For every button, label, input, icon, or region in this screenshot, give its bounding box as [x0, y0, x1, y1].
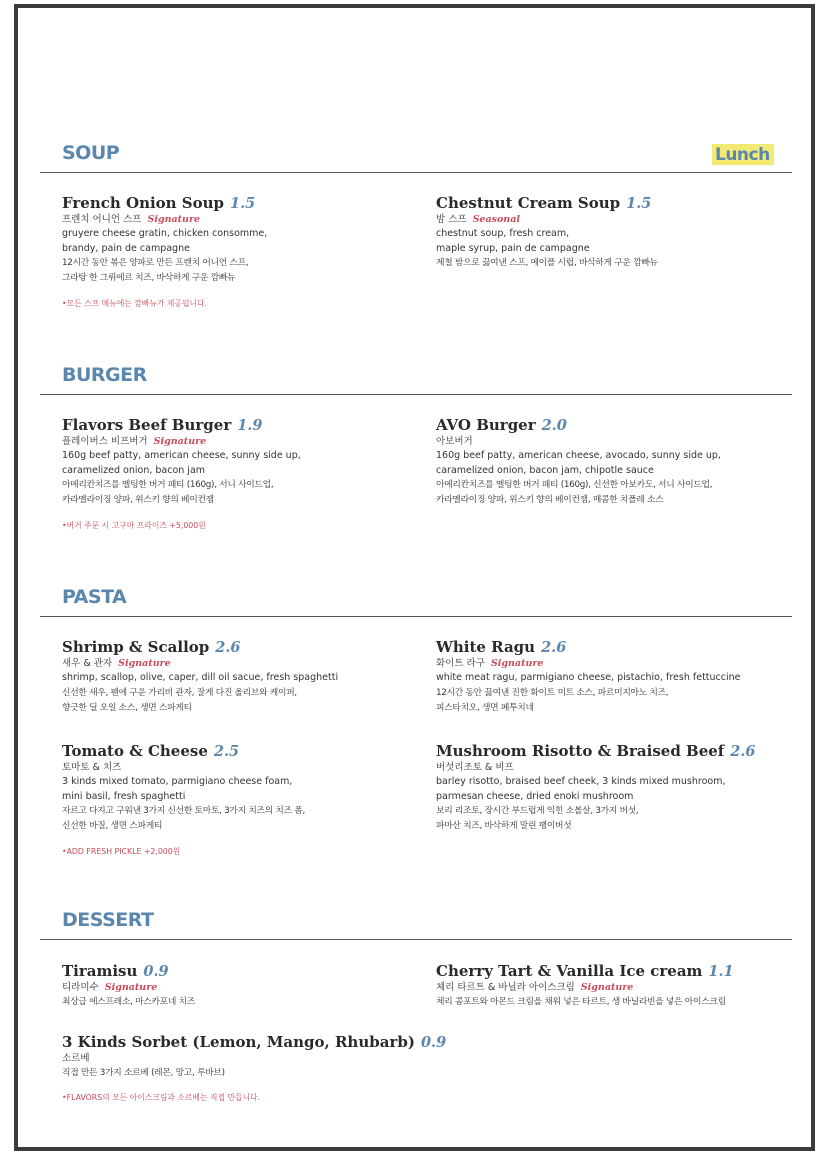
- menu-item-sorbet: [62, 1033, 562, 1081]
- item-korean-name: 새우 & 관자 Signature: [62, 658, 171, 669]
- section-note: •ADD FRESH PICKLE +2,000원: [62, 847, 181, 856]
- item-price: 2.5: [213, 743, 240, 760]
- item-description: mini basil, fresh spaghetti: [62, 790, 186, 802]
- item-name: Flavors Beef Burger 1.9: [62, 416, 263, 434]
- section-title: PASTA: [62, 586, 127, 608]
- item-price: 2.6: [541, 639, 567, 656]
- item-price: 0.9: [420, 1034, 447, 1051]
- item-description-korean: 아메리칸치즈를 멜팅한 버거 패티 (160g), 신선한 아보카도, 서니 사이드업,: [436, 480, 713, 490]
- item-name: Tomato & Cheese 2.5: [62, 742, 240, 760]
- item-description-korean: 향긋한 딜 오일 소스, 생면 스파게티: [62, 702, 192, 713]
- item-description-korean: 카라멜라이징 양파, 위스키 향의 베이컨잼, 매콤한 치폴레 소스: [436, 495, 664, 505]
- item-price: 2.6: [215, 639, 241, 656]
- item-korean-name: 밤 스프 Seasonal: [436, 214, 520, 225]
- item-description: maple syrup, pain de campagne: [436, 242, 590, 254]
- item-korean-name: 플레이버스 비프버거 Signature: [62, 436, 207, 447]
- menu-page: [14, 4, 815, 1151]
- section-divider: [40, 616, 792, 617]
- item-price: 1.1: [708, 963, 734, 980]
- item-description-korean: 피스타치오, 생면 페투치네: [436, 702, 534, 713]
- section-title: BURGER: [62, 364, 147, 386]
- item-description: 3 kinds mixed tomato, parmigiano cheese foam,: [62, 776, 293, 787]
- menu-item-shrimp-scallop: [62, 638, 432, 716]
- item-korean-name: 아보버거: [436, 436, 473, 447]
- item-description-korean: 신선한 바질, 생면 스파게티: [62, 821, 163, 831]
- item-description-korean: 파마산 치즈, 바삭하게 말린 팽이버섯: [436, 821, 572, 831]
- signature-badge: Signature: [153, 436, 207, 447]
- item-description: chestnut soup, fresh cream,: [436, 228, 570, 239]
- item-name: French Onion Soup 1.5: [62, 194, 256, 212]
- item-name: White Ragu 2.6: [436, 638, 567, 656]
- menu-item-white-ragu: [436, 638, 806, 716]
- section-note: •버거 주문 시 고구마 프라이즈 +5,000원: [62, 521, 206, 530]
- item-name: AVO Burger 2.0: [436, 416, 567, 434]
- item-description: 160g beef patty, american cheese, sunny side up,: [62, 450, 301, 461]
- item-description: caramelized onion, bacon jam: [62, 464, 206, 476]
- item-korean-name: 버섯리조토 & 비프: [436, 762, 514, 773]
- item-description-korean: 자르고 다지고 구워낸 3가지 신선한 토마토, 3가지 치즈의 치즈 폼,: [62, 806, 305, 816]
- item-description: caramelized onion, bacon jam, chipotle sauce: [436, 464, 654, 476]
- item-name: 3 Kinds Sorbet (Lemon, Mango, Rhubarb) 0.9: [62, 1033, 447, 1051]
- item-korean-name: 소르베: [62, 1053, 90, 1064]
- item-name: Cherry Tart & Vanilla Ice cream 1.1: [436, 962, 734, 980]
- item-price: 2.6: [730, 743, 756, 760]
- item-price: 1.5: [626, 195, 652, 212]
- item-description-korean: 직접 만든 3가지 소르베 (레몬, 망고, 루바브): [62, 1068, 225, 1078]
- item-description: brandy, pain de campagne: [62, 242, 190, 254]
- item-description-korean: 제철 밤으로 끓여낸 스프, 메이플 시럽, 바삭하게 구운 깜빠뉴: [436, 258, 658, 268]
- item-korean-name: 체리 타르트 & 바닐라 아이스크림 Signature: [436, 982, 634, 993]
- section-note: •FLAVORS의 모든 아이스크림과 소르베는 직접 만듭니다.: [62, 1093, 261, 1102]
- menu-item-cherry-tart: [436, 962, 806, 1010]
- item-description: white meat ragu, parmigiano cheese, pistachio, fresh fettuccine: [436, 672, 741, 683]
- menu-item-flavors-beef-burger: [62, 416, 432, 508]
- item-name: Chestnut Cream Soup 1.5: [436, 194, 652, 212]
- signature-badge: Signature: [147, 214, 200, 225]
- section-note: •모든 스프 메뉴에는 깜빠뉴가 제공됩니다.: [62, 299, 208, 308]
- item-price: 0.9: [143, 963, 169, 980]
- item-description-korean: 카라멜라이징 양파, 위스키 향의 베이컨잼: [62, 495, 214, 505]
- section-divider: [40, 172, 792, 173]
- item-description-korean: 체리 콤포트와 아몬드 크림을 채워 넣은 타르트, 생 바닐라빈을 넣은 아이스크림: [436, 997, 726, 1007]
- item-description: parmesan cheese, dried enoki mushroom: [436, 790, 634, 802]
- lunch-badge: Lunch: [712, 144, 774, 165]
- item-description-korean: 12시간 동안 끓여낸 진한 화이트 미트 소스, 파르미지아노 치즈,: [436, 687, 669, 698]
- signature-badge: Signature: [580, 982, 634, 993]
- section-divider: [40, 394, 792, 395]
- menu-item-tomato-cheese: [62, 742, 432, 834]
- signature-badge: Signature: [118, 658, 171, 669]
- menu-item-tiramisu: [62, 962, 432, 1010]
- item-description: shrimp, scallop, olive, caper, dill oil sacue, fresh spaghetti: [62, 672, 339, 683]
- item-price: 1.5: [230, 195, 256, 212]
- item-name: Tiramisu 0.9: [62, 962, 169, 980]
- menu-item-avo-burger: [436, 416, 806, 508]
- section-title: DESSERT: [62, 909, 154, 931]
- signature-badge: Signature: [490, 658, 544, 669]
- item-description-korean: 아메리칸치즈를 멜팅한 버거 패티 (160g), 서니 사이드업,: [62, 480, 274, 490]
- item-korean-name: 토마토 & 치즈: [62, 762, 122, 773]
- item-korean-name: 화이트 라구 Signature: [436, 658, 544, 669]
- item-description-korean: 신선한 새우, 팬에 구운 가리비 관자, 잘게 다진 올리브와 케이퍼,: [62, 687, 297, 698]
- item-description-korean: 12시간 동안 볶은 양파로 만든 프렌치 어니언 스프,: [62, 258, 249, 268]
- item-price: 2.0: [541, 417, 567, 434]
- signature-badge: Signature: [104, 982, 158, 993]
- menu-item-french-onion-soup: [62, 194, 432, 286]
- item-name: Shrimp & Scallop 2.6: [62, 638, 241, 656]
- item-description-korean: 그라탕 한 그뤼에르 치즈, 바삭하게 구운 깜빠뉴: [62, 273, 236, 283]
- item-name: Mushroom Risotto & Braised Beef 2.6: [436, 742, 756, 760]
- item-korean-name: 티라미수 Signature: [62, 982, 158, 993]
- section-title: SOUP: [62, 142, 120, 164]
- item-price: 1.9: [237, 417, 263, 434]
- menu-item-mushroom-risotto: [436, 742, 806, 834]
- seasonal-badge: Seasonal: [472, 214, 520, 225]
- item-description-korean: 보리 리조토, 장시간 부드럽게 익힌 소볼살, 3가지 버섯,: [436, 806, 639, 816]
- item-description: 160g beef patty, american cheese, avocado, sunny side up,: [436, 450, 721, 461]
- item-description: barley risotto, braised beef cheek, 3 kinds mixed mushroom,: [436, 776, 726, 787]
- item-description: gruyere cheese gratin, chicken consomme,: [62, 228, 268, 239]
- item-korean-name: 프렌치 어니언 스프 Signature: [62, 214, 200, 225]
- menu-item-chestnut-cream-soup: [436, 194, 806, 271]
- section-divider: [40, 939, 792, 940]
- item-description-korean: 최상급 에스프레소, 마스카포네 치즈: [62, 997, 195, 1007]
